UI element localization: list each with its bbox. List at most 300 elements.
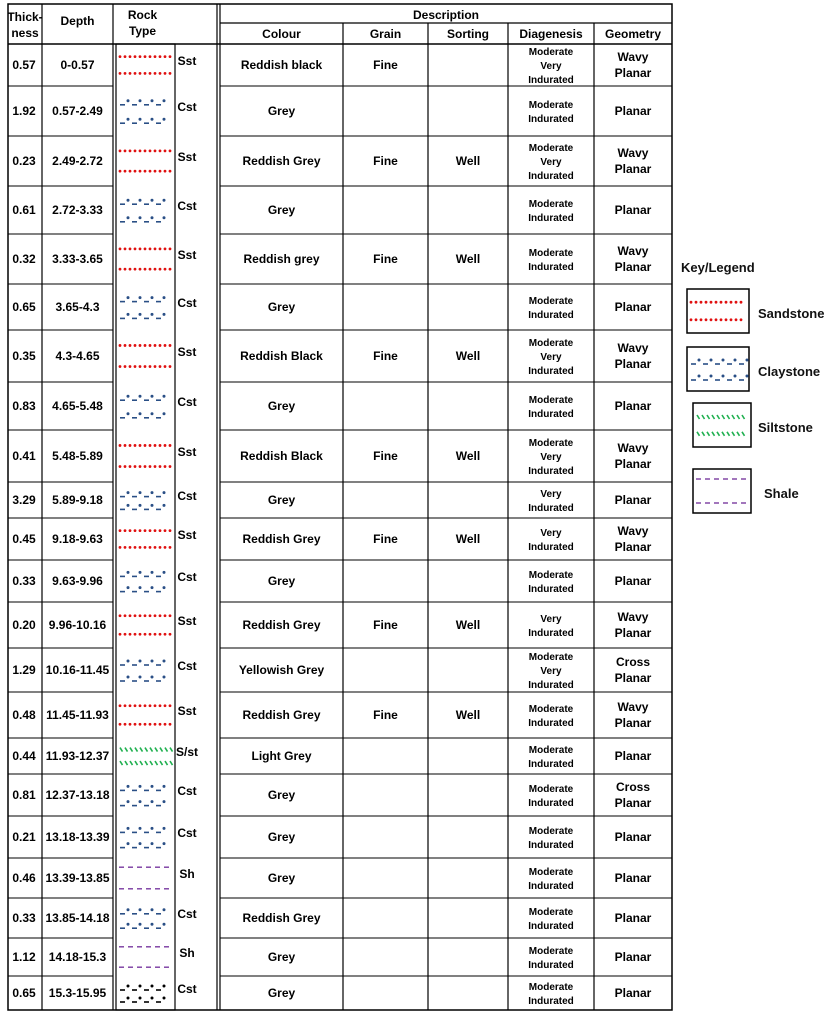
claystone-dot (127, 676, 130, 679)
depth-cell: 5.48-5.89 (52, 449, 103, 463)
sandstone-dot (144, 614, 147, 617)
sandstone-dot (154, 268, 157, 271)
claystone-dot (139, 395, 142, 398)
swatch-border (693, 403, 751, 447)
sandstone-dot (710, 318, 713, 321)
sandstone-dot (119, 546, 122, 549)
siltstone-tick (170, 761, 173, 765)
claystone-dot (710, 375, 713, 378)
legend-title: Key/Legend (681, 260, 755, 275)
sandstone-dot (119, 704, 122, 707)
sandstone-dot (134, 247, 137, 250)
geometry-cell: Planar (614, 830, 652, 844)
shale-swatch (692, 468, 758, 516)
rock-type-code: Cst (177, 199, 197, 213)
sandstone-dot (124, 268, 127, 271)
rock-type-code: Cst (177, 826, 197, 840)
lithology-pattern (119, 529, 172, 549)
claystone-dot (127, 395, 130, 398)
sandstone-dot (134, 704, 137, 707)
sandstone-dot (700, 318, 703, 321)
claystone-dot (127, 504, 130, 507)
sandstone-dot (124, 149, 127, 152)
diagenesis-cell: Moderate Indurated (528, 982, 574, 1007)
claystone-dot (151, 99, 154, 102)
grain-cell: Fine (373, 154, 398, 168)
sandstone-dot (139, 72, 142, 75)
sandstone-dot (154, 365, 157, 368)
sandstone-dot (134, 149, 137, 152)
claystone-dot (151, 313, 154, 316)
sandstone-dot (169, 529, 172, 532)
siltstone-tick (170, 748, 173, 752)
sandstone-dot (154, 72, 157, 75)
claystone-dot (710, 359, 713, 362)
lithology-pattern (120, 99, 166, 123)
sandstone-dot (139, 614, 142, 617)
claystone-dot (139, 571, 142, 574)
claystone-dot (127, 660, 130, 663)
sandstone-dot (149, 55, 152, 58)
lithology-pattern (120, 785, 166, 806)
colour-cell: Grey (267, 203, 296, 217)
diagenesis-cell: Moderate Very Indurated (528, 47, 574, 86)
grain-cell: Fine (373, 349, 398, 363)
sandstone-dot (124, 529, 127, 532)
sandstone-dot (169, 704, 172, 707)
diagenesis-cell: Moderate Indurated (528, 867, 574, 892)
claystone-dot (163, 908, 166, 911)
sandstone-dot (159, 247, 162, 250)
sandstone-dot (149, 465, 152, 468)
rock-type-code: Sst (177, 248, 197, 262)
depth-cell: 3.33-3.65 (52, 252, 103, 266)
siltstone-tick (160, 761, 163, 765)
claystone-dot (151, 504, 154, 507)
diagenesis-cell: Very Indurated (528, 614, 574, 639)
claystone-dot (734, 359, 737, 362)
depth-cell: 13.39-13.85 (45, 871, 110, 885)
rock-type-code: Cst (177, 570, 197, 584)
claystone-dot (163, 997, 166, 1000)
claystone-dot (139, 985, 142, 988)
sorting-cell: Well (455, 252, 481, 266)
grain-cell: Fine (373, 532, 398, 546)
sandstone-dot (730, 301, 733, 304)
sandstone-dot (720, 301, 723, 304)
sandstone-dot (154, 529, 157, 532)
geometry-cell: Planar (614, 104, 652, 118)
sorting-cell: Well (455, 618, 481, 632)
geometry-cell: Planar (614, 749, 652, 763)
thickness-cell: 0.33 (12, 574, 36, 588)
grain-cell: Fine (373, 252, 398, 266)
geometry-cell: Planar (614, 950, 652, 964)
sandstone-dot (119, 170, 122, 173)
sandstone-dot (169, 614, 172, 617)
diagenesis-cell: Moderate Indurated (528, 784, 574, 809)
sandstone-dot (119, 633, 122, 636)
sandstone-dot (144, 149, 147, 152)
table-row (119, 529, 172, 549)
sandstone-dot (144, 247, 147, 250)
sandstone-dot (159, 529, 162, 532)
sandstone-dot (740, 301, 743, 304)
sandstone-dot (164, 529, 167, 532)
siltstone-tick (135, 748, 138, 752)
sandstone-dot (144, 55, 147, 58)
sandstone-dot (159, 72, 162, 75)
claystone-dot (151, 800, 154, 803)
diagenesis-cell: Moderate Indurated (528, 946, 574, 971)
sandstone-dot (144, 723, 147, 726)
sorting-cell: Well (455, 349, 481, 363)
sandstone-dot (129, 633, 132, 636)
depth-cell: 12.37-13.18 (45, 788, 110, 802)
claystone-dot (698, 375, 701, 378)
thickness-cell: 3.29 (12, 493, 36, 507)
colour-cell: Reddish black (240, 58, 323, 72)
diagenesis-cell: Very Indurated (528, 489, 574, 514)
sandstone-dot (705, 318, 708, 321)
colour-cell: Yellowish Grey (238, 663, 325, 677)
claystone-dot (746, 359, 749, 362)
claystone-dot (163, 800, 166, 803)
thickness-cell: 0.65 (12, 986, 36, 1000)
sandstone-dot (139, 149, 142, 152)
sandstone-dot (154, 704, 157, 707)
geometry-cell: Wavy Planar (614, 50, 652, 80)
sandstone-dot (119, 723, 122, 726)
colour-cell: Grey (267, 104, 296, 118)
rock-type-code: Cst (177, 784, 197, 798)
sandstone-dot (124, 546, 127, 549)
thickness-cell: 1.12 (12, 950, 36, 964)
sandstone-dot (164, 247, 167, 250)
sandstone-dot (139, 247, 142, 250)
sandstone-dot (169, 55, 172, 58)
sandstone-dot (690, 318, 693, 321)
sandstone-dot (134, 268, 137, 271)
claystone-dot (151, 571, 154, 574)
grain-cell: Fine (373, 708, 398, 722)
claystone-dot (151, 908, 154, 911)
diagenesis-cell: Moderate Very Indurated (528, 143, 574, 182)
geometry-cell: Planar (614, 986, 652, 1000)
sandstone-dot (139, 723, 142, 726)
sandstone-dot (134, 465, 137, 468)
colour-cell: Grey (267, 950, 296, 964)
lithology-pattern (119, 614, 172, 635)
sandstone-dot (129, 365, 132, 368)
lithology-pattern (119, 149, 172, 172)
sandstone-dot (164, 55, 167, 58)
colour-cell: Grey (267, 830, 296, 844)
claystone-dot (139, 827, 142, 830)
grain-cell: Fine (373, 618, 398, 632)
header-depth: Depth (60, 14, 95, 28)
sandstone-dot (144, 444, 147, 447)
sorting-cell: Well (455, 449, 481, 463)
legend-label: Shale (764, 486, 799, 501)
sandstone-dot (129, 344, 132, 347)
sandstone-dot (119, 344, 122, 347)
claystone-dot (151, 586, 154, 589)
sandstone-dot (159, 55, 162, 58)
sandstone-dot (169, 344, 172, 347)
sandstone-dot (159, 444, 162, 447)
table-row (120, 748, 173, 765)
claystone-dot (163, 586, 166, 589)
sandstone-dot (154, 546, 157, 549)
thickness-cell: 0.35 (12, 349, 36, 363)
table-row (119, 247, 172, 270)
sandstone-dot (139, 546, 142, 549)
sandstone-dot (134, 723, 137, 726)
table-row (120, 571, 166, 592)
table-row (119, 344, 172, 368)
claystone-dot (127, 785, 130, 788)
claystone-dot (163, 660, 166, 663)
sandstone-dot (154, 444, 157, 447)
sandstone-dot (735, 301, 738, 304)
siltstone-tick (130, 761, 133, 765)
sandstone-dot (124, 247, 127, 250)
sandstone-dot (725, 301, 728, 304)
sandstone-dot (144, 704, 147, 707)
siltstone-tick (150, 761, 153, 765)
depth-cell: 2.49-2.72 (52, 154, 103, 168)
claystone-dot (127, 997, 130, 1000)
lithology-pattern (120, 660, 166, 682)
claystone-dot (127, 216, 130, 219)
claystone-swatch (686, 346, 752, 394)
colour-cell: Grey (267, 986, 296, 1000)
depth-cell: 0.57-2.49 (52, 104, 103, 118)
claystone-dot (151, 395, 154, 398)
thickness-cell: 0.48 (12, 708, 36, 722)
legend-item-sandstone (680, 288, 830, 344)
header-grain: Grain (369, 27, 402, 41)
legend-item-shale (680, 468, 830, 524)
sandstone-dot (119, 444, 122, 447)
sandstone-dot (169, 465, 172, 468)
lithology-pattern (120, 748, 173, 765)
lithology-pattern (119, 704, 172, 725)
sandstone-dot (710, 301, 713, 304)
table-row (120, 395, 166, 418)
sorting-cell: Well (455, 154, 481, 168)
lithology-pattern (119, 867, 169, 889)
sandstone-dot (725, 318, 728, 321)
claystone-dot (151, 412, 154, 415)
geometry-cell: Cross Planar (614, 655, 652, 685)
rock-type-code: Cst (177, 907, 197, 921)
depth-cell: 0-0.57 (60, 58, 95, 72)
claystone-dot (127, 571, 130, 574)
table-row (120, 99, 166, 123)
sandstone-dot (129, 723, 132, 726)
claystone-dot (127, 313, 130, 316)
diagenesis-cell: Moderate Very Indurated (528, 338, 574, 377)
sandstone-dot (169, 268, 172, 271)
swatch-border (693, 469, 751, 513)
sandstone-dot (139, 704, 142, 707)
sandstone-dot (134, 55, 137, 58)
depth-cell: 4.3-4.65 (55, 349, 100, 363)
claystone-dot (139, 676, 142, 679)
diagenesis-cell: Moderate Very Indurated (528, 438, 574, 477)
claystone-dot (127, 296, 130, 299)
table-row (120, 785, 166, 806)
sandstone-dot (164, 268, 167, 271)
sandstone-dot (164, 704, 167, 707)
claystone-dot (139, 923, 142, 926)
claystone-dot (151, 216, 154, 219)
sandstone-dot (129, 465, 132, 468)
sandstone-dot (159, 344, 162, 347)
thickness-cell: 0.44 (12, 749, 36, 763)
sandstone-dot (129, 72, 132, 75)
siltstone-tick (140, 761, 143, 765)
sandstone-dot (735, 318, 738, 321)
sandstone-dot (134, 344, 137, 347)
header-description: Description (412, 8, 480, 22)
sandstone-dot (700, 301, 703, 304)
sandstone-dot (134, 170, 137, 173)
geometry-cell: Wavy Planar (614, 524, 652, 554)
geometry-cell: Wavy Planar (614, 700, 652, 730)
sandstone-dot (129, 268, 132, 271)
sandstone-dot (159, 365, 162, 368)
diagenesis-cell: Moderate Indurated (528, 395, 574, 420)
legend-label: Sandstone (758, 306, 825, 321)
rock-type-code: S/st (175, 745, 199, 759)
sandstone-dot (149, 170, 152, 173)
geometry-cell: Planar (614, 574, 652, 588)
sandstone-dot (124, 614, 127, 617)
claystone-dot (139, 908, 142, 911)
colour-cell: Light Grey (251, 749, 312, 763)
colour-cell: Reddish Black (240, 349, 323, 363)
sandstone-dot (164, 170, 167, 173)
sandstone-swatch (686, 288, 752, 336)
lithology-pattern (120, 827, 166, 848)
claystone-dot (163, 504, 166, 507)
legend-item-claystone (680, 346, 830, 402)
geometry-cell: Wavy Planar (614, 341, 652, 371)
sandstone-dot (139, 344, 142, 347)
sandstone-dot (144, 465, 147, 468)
depth-cell: 4.65-5.48 (52, 399, 103, 413)
header-thickness: Thick-ness (7, 10, 43, 40)
claystone-dot (163, 199, 166, 202)
claystone-dot (127, 842, 130, 845)
sandstone-dot (154, 149, 157, 152)
thickness-cell: 0.41 (12, 449, 36, 463)
lithology-pattern (120, 571, 166, 592)
lithology-pattern (119, 344, 172, 368)
claystone-dot (127, 827, 130, 830)
sandstone-dot (129, 149, 132, 152)
sandstone-dot (124, 633, 127, 636)
table-row (120, 199, 166, 222)
legend-label: Claystone (758, 364, 821, 379)
header-diagenesis: Diagenesis (519, 27, 583, 41)
thickness-cell: 0.46 (12, 871, 36, 885)
sandstone-dot (124, 365, 127, 368)
sandstone-dot (164, 72, 167, 75)
sandstone-dot (134, 633, 137, 636)
geometry-cell: Planar (614, 871, 652, 885)
claystone-dot (163, 412, 166, 415)
sandstone-dot (164, 344, 167, 347)
sandstone-dot (154, 614, 157, 617)
sandstone-dot (119, 529, 122, 532)
sandstone-dot (134, 365, 137, 368)
rock-type-code: Sst (177, 704, 197, 718)
sandstone-dot (159, 170, 162, 173)
colour-cell: Reddish Grey (242, 618, 321, 632)
lithology-column-frame (116, 44, 175, 1010)
claystone-dot (151, 985, 154, 988)
swatch-border (687, 289, 749, 333)
claystone-dot (698, 359, 701, 362)
diagenesis-cell: Moderate Indurated (528, 296, 574, 321)
sandstone-dot (149, 723, 152, 726)
sandstone-dot (134, 529, 137, 532)
header-rock-type: Rock Type (127, 8, 158, 38)
thickness-cell: 0.21 (12, 830, 36, 844)
sandstone-dot (139, 55, 142, 58)
table-row (120, 985, 166, 1003)
claystone-dot (151, 491, 154, 494)
sandstone-dot (124, 704, 127, 707)
thickness-cell: 0.33 (12, 911, 36, 925)
sandstone-dot (149, 633, 152, 636)
claystone-dot (163, 216, 166, 219)
claystone-dot (163, 785, 166, 788)
sandstone-dot (119, 247, 122, 250)
rock-type-code: Sst (177, 614, 197, 628)
claystone-dot (127, 908, 130, 911)
claystone-dot (127, 199, 130, 202)
claystone-dot (163, 313, 166, 316)
colour-cell: Reddish Grey (242, 532, 321, 546)
claystone-dot (139, 296, 142, 299)
header-geometry: Geometry (604, 27, 662, 41)
thickness-cell: 1.29 (12, 663, 36, 677)
depth-cell: 9.63-9.96 (52, 574, 103, 588)
claystone-dot (722, 375, 725, 378)
sorting-cell: Well (455, 532, 481, 546)
siltstone-tick (140, 748, 143, 752)
thickness-cell: 1.92 (12, 104, 36, 118)
sandstone-dot (149, 247, 152, 250)
sandstone-dot (154, 55, 157, 58)
sandstone-dot (129, 170, 132, 173)
thickness-cell: 0.83 (12, 399, 36, 413)
sandstone-dot (119, 365, 122, 368)
sandstone-dot (154, 170, 157, 173)
thickness-cell: 0.23 (12, 154, 36, 168)
colour-cell: Grey (267, 493, 296, 507)
sandstone-dot (119, 465, 122, 468)
thickness-cell: 0.57 (12, 58, 36, 72)
sandstone-dot (164, 723, 167, 726)
sandstone-dot (139, 365, 142, 368)
sandstone-dot (164, 614, 167, 617)
